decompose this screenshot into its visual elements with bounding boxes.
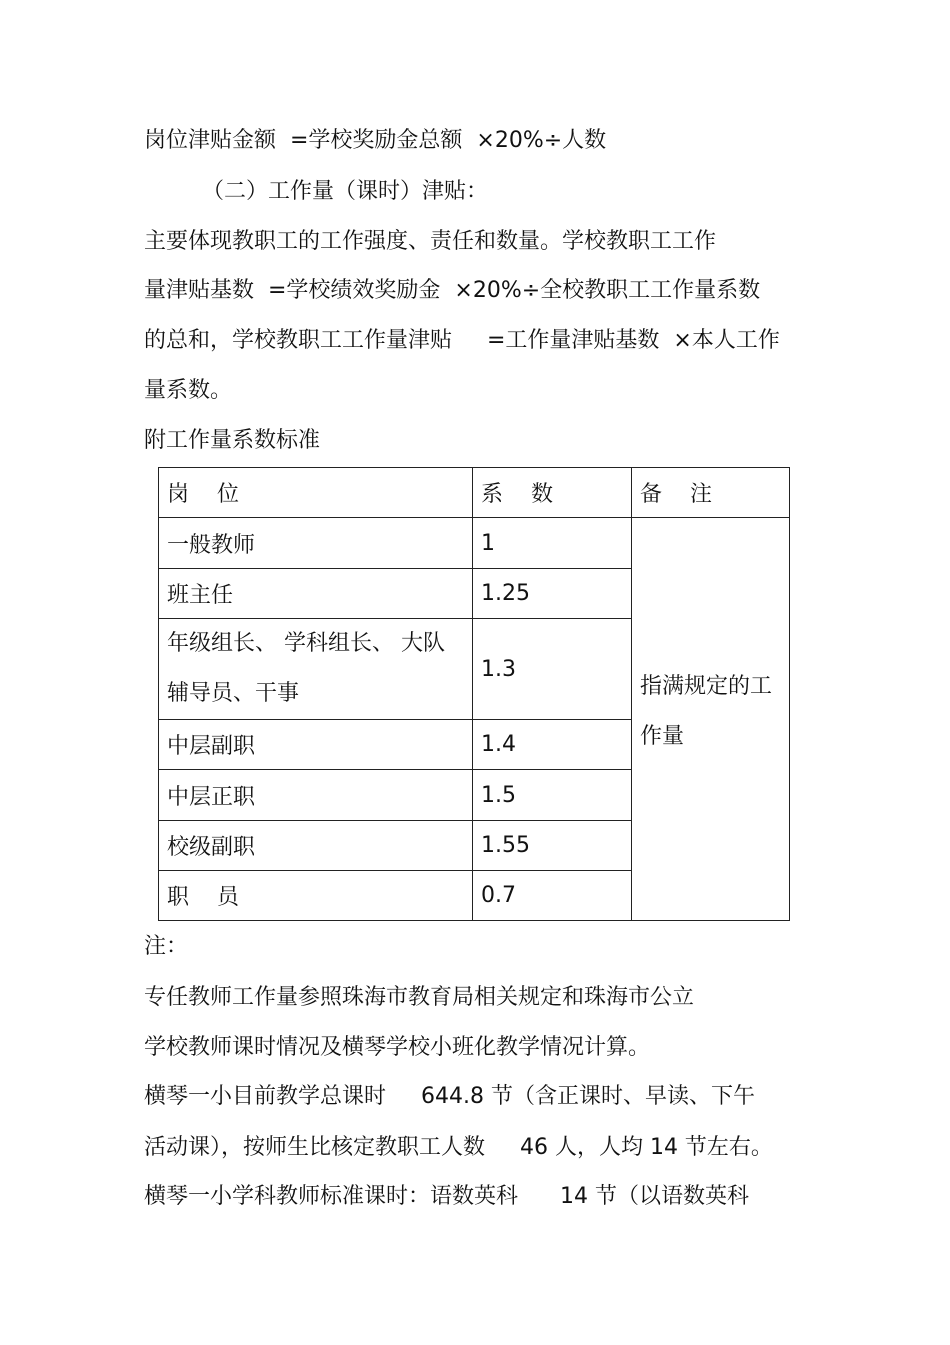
note-cell: 指满规定的工作量 (632, 518, 790, 921)
coefficient-cell: 1 (473, 518, 632, 569)
header-post: 岗 位 (159, 468, 473, 518)
coefficient-cell: 1.4 (473, 720, 632, 770)
post-cell: 年级组长、 学科组长、 大队辅导员、干事 (159, 619, 473, 720)
coefficient-cell: 0.7 (473, 871, 632, 921)
note-line-1: 专任教师工作量参照珠海市教育局相关规定和珠海市公立 (144, 985, 695, 1010)
header-note: 备 注 (632, 468, 790, 518)
coefficient-cell: 1.55 (473, 821, 632, 871)
note-line-4: 活动课），按师生比核定教职工人数 46 人，人均 14 节左右。 (144, 1135, 773, 1160)
paragraph-line-2: 量津贴基数 =学校绩效奖励金 ×20%÷全校教职工工作量系数 (144, 278, 761, 303)
coefficient-cell: 1.5 (473, 770, 632, 821)
note-line-3: 横琴一小目前教学总课时 644.8 节（含正课时、早读、下午 (144, 1084, 755, 1109)
table-row (159, 518, 790, 569)
post-cell: 班主任 (159, 569, 473, 619)
coefficient-cell: 1.3 (473, 619, 632, 720)
note-label: 注： (144, 934, 189, 959)
post-cell: 一般教师 (159, 518, 473, 569)
note-line-2: 学校教师课时情况及横琴学校小班化教学情况计算。 (144, 1035, 651, 1060)
section-heading: （二）工作量（课时）津贴： (202, 179, 489, 204)
note-line-5: 横琴一小学科教师标准课时：语数英科 14 节（以语数英科 (144, 1184, 749, 1209)
post-cell: 中层正职 (159, 770, 473, 821)
paragraph-line-4: 量系数。 (144, 378, 233, 403)
header-coefficient: 系 数 (473, 468, 632, 518)
coefficient-cell: 1.25 (473, 569, 632, 619)
post-cell: 校级副职 (159, 821, 473, 871)
workload-coefficient-table (158, 467, 790, 921)
formula-line-1: 岗位津贴金额 =学校奖励金总额 ×20%÷人数 (144, 128, 607, 153)
table-caption: 附工作量系数标准 (144, 428, 321, 453)
paragraph-line-3: 的总和，学校教职工工作量津贴 =工作量津贴基数 ×本人工作 (144, 328, 780, 353)
post-cell: 职 员 (159, 871, 473, 921)
paragraph-line-1: 主要体现教职工的工作强度、责任和数量。学校教职工工作 (144, 229, 717, 254)
post-cell: 中层副职 (159, 720, 473, 770)
table-header-row (159, 468, 790, 518)
